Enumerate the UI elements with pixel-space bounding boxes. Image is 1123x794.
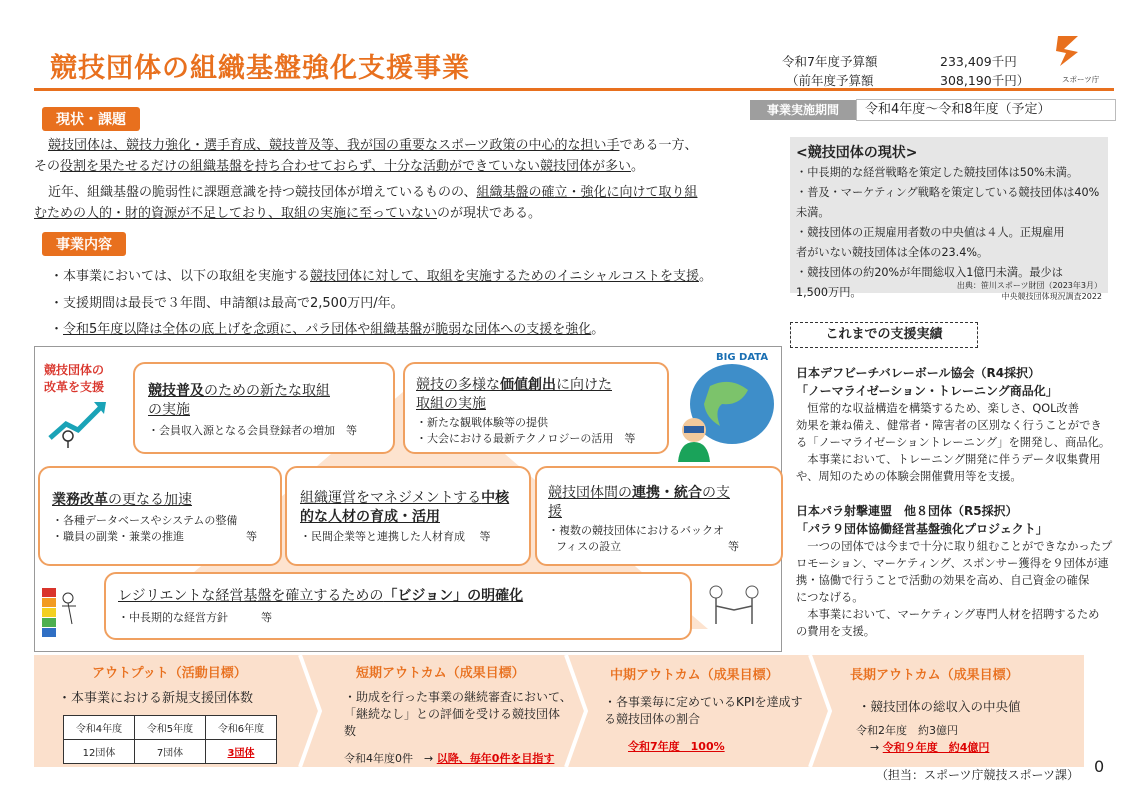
box-vision bbox=[104, 572, 692, 640]
long-arrow: → bbox=[870, 741, 880, 754]
issues-p1-text-b: である一方、 bbox=[619, 138, 698, 153]
box5-sub-2-end: 等 bbox=[728, 540, 739, 553]
status-line-5: 者がいない競技団体は全体の23.4%。 bbox=[796, 246, 989, 259]
table-header: 令和4年度 bbox=[64, 716, 135, 740]
box2-h-b: 価値創出 bbox=[500, 377, 556, 393]
status-line-2: ・普及・マーケティング戦略を策定している競技団体は40% bbox=[796, 186, 1100, 199]
status-line-4: ・競技団体の正規雇用者数の中央値は４人。正規雇用 bbox=[796, 226, 1065, 239]
case2-line-2: ロモーション、マーケティング、スポンサー獲得を９団体が連 bbox=[796, 557, 1109, 570]
case2-line-5: 本事業において、マーケティング専門人材を招聘するため bbox=[796, 608, 1100, 621]
case1-line-3: る「ノーマライゼーショントレーニング」を開発し、商品化。 bbox=[796, 436, 1111, 449]
short-heading: 短期アウトカム（成果目標） bbox=[356, 666, 525, 681]
case2-line-4: につなげる。 bbox=[796, 591, 864, 604]
long-base: 令和2年度 約3億円 bbox=[856, 724, 958, 737]
period-label: 事業実施期間 bbox=[750, 100, 856, 120]
long-target-line bbox=[870, 739, 989, 755]
box6-h-a: レジリエントな経営基盤を確立するための bbox=[118, 588, 384, 604]
box4-h-b: 中核 bbox=[481, 490, 510, 506]
box5-h-c: の支 bbox=[702, 485, 730, 501]
content-b3-c: 。 bbox=[591, 322, 605, 337]
content-b1-c: 。 bbox=[698, 269, 712, 284]
box4-sub: ・民間企業等と連携した人材育成 等 bbox=[300, 530, 491, 543]
issues-p1-text-a: 競技団体は、競技力強化・選手育成、競技普及等、我が国の重要なスポーツ政策の中心的な担い手 bbox=[48, 138, 620, 153]
box4-heading bbox=[300, 489, 509, 508]
case2-org: 日本パラ射撃連盟 他８団体（R5採択） bbox=[796, 504, 1018, 518]
budget-current-value: 233,409千円 bbox=[940, 54, 1017, 69]
mid-heading: 中期アウトカム（成果目標） bbox=[610, 668, 779, 683]
page-title: 競技団体の組織基盤強化支援事業 bbox=[50, 53, 470, 84]
handshake-illustration-icon bbox=[704, 584, 764, 628]
box6-h-b: 「ビジョン」の明確化 bbox=[383, 588, 524, 604]
box2-h-a: 競技の多様な bbox=[416, 377, 500, 393]
case1-line-4: 本事業において、トレーニング開発に伴うデータ収集費用 bbox=[796, 453, 1101, 466]
content-b1-b: 競技団体に対して、取組を実施するためのイニシャルコストを支援 bbox=[310, 269, 699, 284]
box4-h-a: 組織運営をマネジメントする bbox=[300, 490, 482, 506]
case1-line-5: や、周知のための体験会開催費用等を支援。 bbox=[796, 470, 1022, 483]
status-line-1: ・中長期的な経営戦略を策定した競技団体は50%未満。 bbox=[796, 166, 1079, 179]
long-target: 令和９年度 約4億円 bbox=[882, 741, 990, 754]
table-cell: 7団体 bbox=[135, 740, 206, 764]
table-cell-highlight: 3団体 bbox=[227, 748, 255, 759]
content-bullet-2: ・支援期間は最長で３年間、申請額は最高で2,500万円/年。 bbox=[50, 296, 404, 311]
case1-line-2: 効果を兼ね備え、健常者・障害者の区別なく行うことができ bbox=[796, 419, 1102, 432]
case1-text bbox=[796, 400, 1111, 485]
reform-label-1: 競技団体の bbox=[44, 363, 105, 377]
box3-sub-1: ・各種データベースやシステムの整備 bbox=[52, 514, 238, 527]
page-number: 0 bbox=[1094, 757, 1105, 776]
issues-p2-text-b: 組織基盤の確立・強化に向けて取り組 bbox=[476, 185, 698, 200]
box5-sub-1: ・複数の競技団体におけるバックオ bbox=[548, 524, 724, 537]
status-line-6: ・競技団体の約20%が年間総収入1億円未満。最少は bbox=[796, 266, 1063, 279]
case2-line-3: 携・協働で行うことで活動の効果を高め、自己資金の確保 bbox=[796, 574, 1090, 587]
issues-p1-text-e: 。 bbox=[630, 159, 644, 174]
case2-text bbox=[796, 538, 1113, 640]
short-text bbox=[344, 689, 572, 740]
long-text: ・競技団体の総収入の中央値 bbox=[858, 699, 1021, 714]
reform-label-2: 改革を支援 bbox=[44, 380, 105, 394]
growth-arrow-icon bbox=[46, 398, 110, 448]
case2-name: 「パラ９団体協働経営基盤強化プロジェクト」 bbox=[796, 522, 1048, 536]
issues-paragraph-2 bbox=[34, 182, 784, 224]
box3-sub-2-end: 等 bbox=[246, 530, 257, 543]
case1-name: 「ノーマライゼーション・トレーニング商品化」 bbox=[796, 384, 1058, 398]
content-bullet-3 bbox=[50, 318, 604, 337]
status-source-2: 中央競技団体現況調査2022 bbox=[1001, 292, 1102, 301]
mid-target-line bbox=[628, 738, 725, 754]
box1-heading bbox=[148, 382, 330, 401]
box1-sub: ・会員収入源となる会員登録者の増加 等 bbox=[148, 424, 357, 437]
box2-sub-1: ・新たな観戦体験等の提供 bbox=[416, 416, 548, 429]
status-source-1: 出典：笹川スポーツ財団（2023年3月） bbox=[956, 281, 1102, 290]
issues-p2-text-a: 近年、組織基盤の脆弱性に課題意識を持つ競技団体が増えているものの、 bbox=[48, 185, 477, 200]
budget-prev-label: （前年度予算額 bbox=[786, 73, 874, 88]
case2-line-1: 一つの団体では今まで十分に取り組むことができなかったプ bbox=[796, 540, 1113, 553]
mid-line-1: ・各事業毎に定めているKPIを達成す bbox=[604, 695, 803, 709]
issues-p2-text-d: のが現状である。 bbox=[437, 206, 542, 221]
short-line-2: 「継続なし」との評価を受ける競技団体 bbox=[344, 707, 561, 721]
box2-h-c: に向けた bbox=[556, 377, 612, 393]
case2-line-6: の費用を支援。 bbox=[796, 625, 876, 638]
case1-org: 日本デフビーチバレーボール協会（R4採択） bbox=[796, 366, 1041, 380]
output-text: ・本事業における新規支援団体数 bbox=[58, 691, 254, 706]
status-line-3: 未満。 bbox=[796, 206, 830, 219]
support-title: これまでの支援実績 bbox=[790, 322, 978, 348]
box5-h-b: 連携・統合 bbox=[632, 485, 702, 501]
box1-h-a: 競技普及 bbox=[148, 383, 204, 399]
short-line-1: ・助成を行った事業の継続審査において、 bbox=[344, 690, 572, 704]
box5-heading-2: 援 bbox=[548, 504, 562, 520]
status-title: <競技団体の現状> bbox=[796, 145, 918, 161]
period-value: 令和4年度～令和8年度（予定） bbox=[856, 99, 1116, 121]
short-line-3: 数 bbox=[344, 724, 357, 738]
content-bullet-1 bbox=[50, 265, 712, 284]
box6-heading bbox=[118, 587, 523, 606]
box5-sub-2: フィスの設立 bbox=[556, 540, 622, 553]
short-target: 以降、毎年0件を目指す bbox=[436, 752, 555, 765]
table-cell bbox=[206, 740, 277, 764]
box2-heading-2: 取組の実施 bbox=[416, 396, 486, 412]
box4-heading-2 bbox=[300, 508, 440, 527]
box2-sub-2: ・大会における最新テクノロジーの活用 等 bbox=[416, 432, 636, 445]
output-heading: アウトプット（活動目標） bbox=[92, 666, 247, 681]
blocks-illustration-icon bbox=[38, 584, 88, 644]
box3-h-b: の更なる加速 bbox=[108, 492, 192, 508]
sports-agency-logo-icon bbox=[1054, 34, 1080, 68]
case1-line-1: 恒常的な収益構造を構築するため、楽しさ、QOL改善 bbox=[796, 402, 1080, 415]
box3-sub-2: ・職員の副業・兼業の推進 bbox=[52, 530, 184, 543]
table-header: 令和6年度 bbox=[206, 716, 277, 740]
box5-h-a: 競技団体間の bbox=[548, 485, 632, 501]
issues-p2-text-c: むための人的・財的資源が不足しており、取組の実施に至っていない bbox=[34, 206, 438, 221]
mid-text bbox=[604, 694, 803, 728]
short-base: 令和4年度0件 → bbox=[344, 752, 434, 765]
content-b1-a: ・本事業においては、以下の取組を実施する bbox=[50, 269, 311, 284]
budget-prev-value: 308,190千円） bbox=[940, 73, 1030, 88]
table-cell: 12団体 bbox=[64, 740, 135, 764]
box3-h-a: 業務改革 bbox=[52, 492, 108, 508]
issues-p1-text-c: その bbox=[34, 159, 61, 174]
mid-target: 令和7年度 100% bbox=[628, 740, 725, 753]
box4-h-c: 的な人材の育成・活用 bbox=[300, 509, 440, 525]
issues-p1-text-d: 役割を果たせるだけの組織基盤を持ち合わせておらず、十分な活動ができていない競技団体が多い bbox=[60, 159, 631, 174]
box3-heading bbox=[52, 491, 192, 510]
box1-heading-2: の実施 bbox=[148, 402, 190, 418]
big-data-illustration-icon bbox=[670, 346, 778, 462]
mid-line-2: る競技団体の割合 bbox=[604, 712, 701, 726]
budget-current-label: 令和7年度予算額 bbox=[782, 54, 878, 69]
footer-contact: （担当：スポーツ庁競技スポーツ課） bbox=[876, 768, 1080, 782]
logo-text: スポーツ庁 bbox=[1062, 75, 1100, 84]
issues-paragraph-1 bbox=[34, 135, 784, 177]
status-source bbox=[920, 280, 1102, 302]
status-line-7: 1,500万円。 bbox=[796, 286, 862, 299]
box6-sub: ・中長期的な経営方針 等 bbox=[118, 611, 272, 624]
box5-heading bbox=[548, 484, 730, 503]
content-b3-a: ・ bbox=[50, 322, 64, 337]
content-tag: 事業内容 bbox=[42, 232, 126, 256]
big-data-text: BIG DATA bbox=[716, 352, 769, 363]
box1-h-b: のための新たな取組 bbox=[204, 383, 330, 399]
box2-heading bbox=[416, 376, 612, 395]
issues-tag: 現状・課題 bbox=[42, 107, 140, 131]
table-header: 令和5年度 bbox=[135, 716, 206, 740]
short-target-line bbox=[344, 750, 554, 766]
output-table bbox=[63, 715, 277, 764]
long-heading: 長期アウトカム（成果目標） bbox=[850, 668, 1019, 683]
content-b3-b: 令和5年度以降は全体の底上げを念頭に、パラ団体や組織基盤が脆弱な団体への支援を強化 bbox=[63, 322, 592, 337]
reform-label bbox=[44, 362, 104, 396]
